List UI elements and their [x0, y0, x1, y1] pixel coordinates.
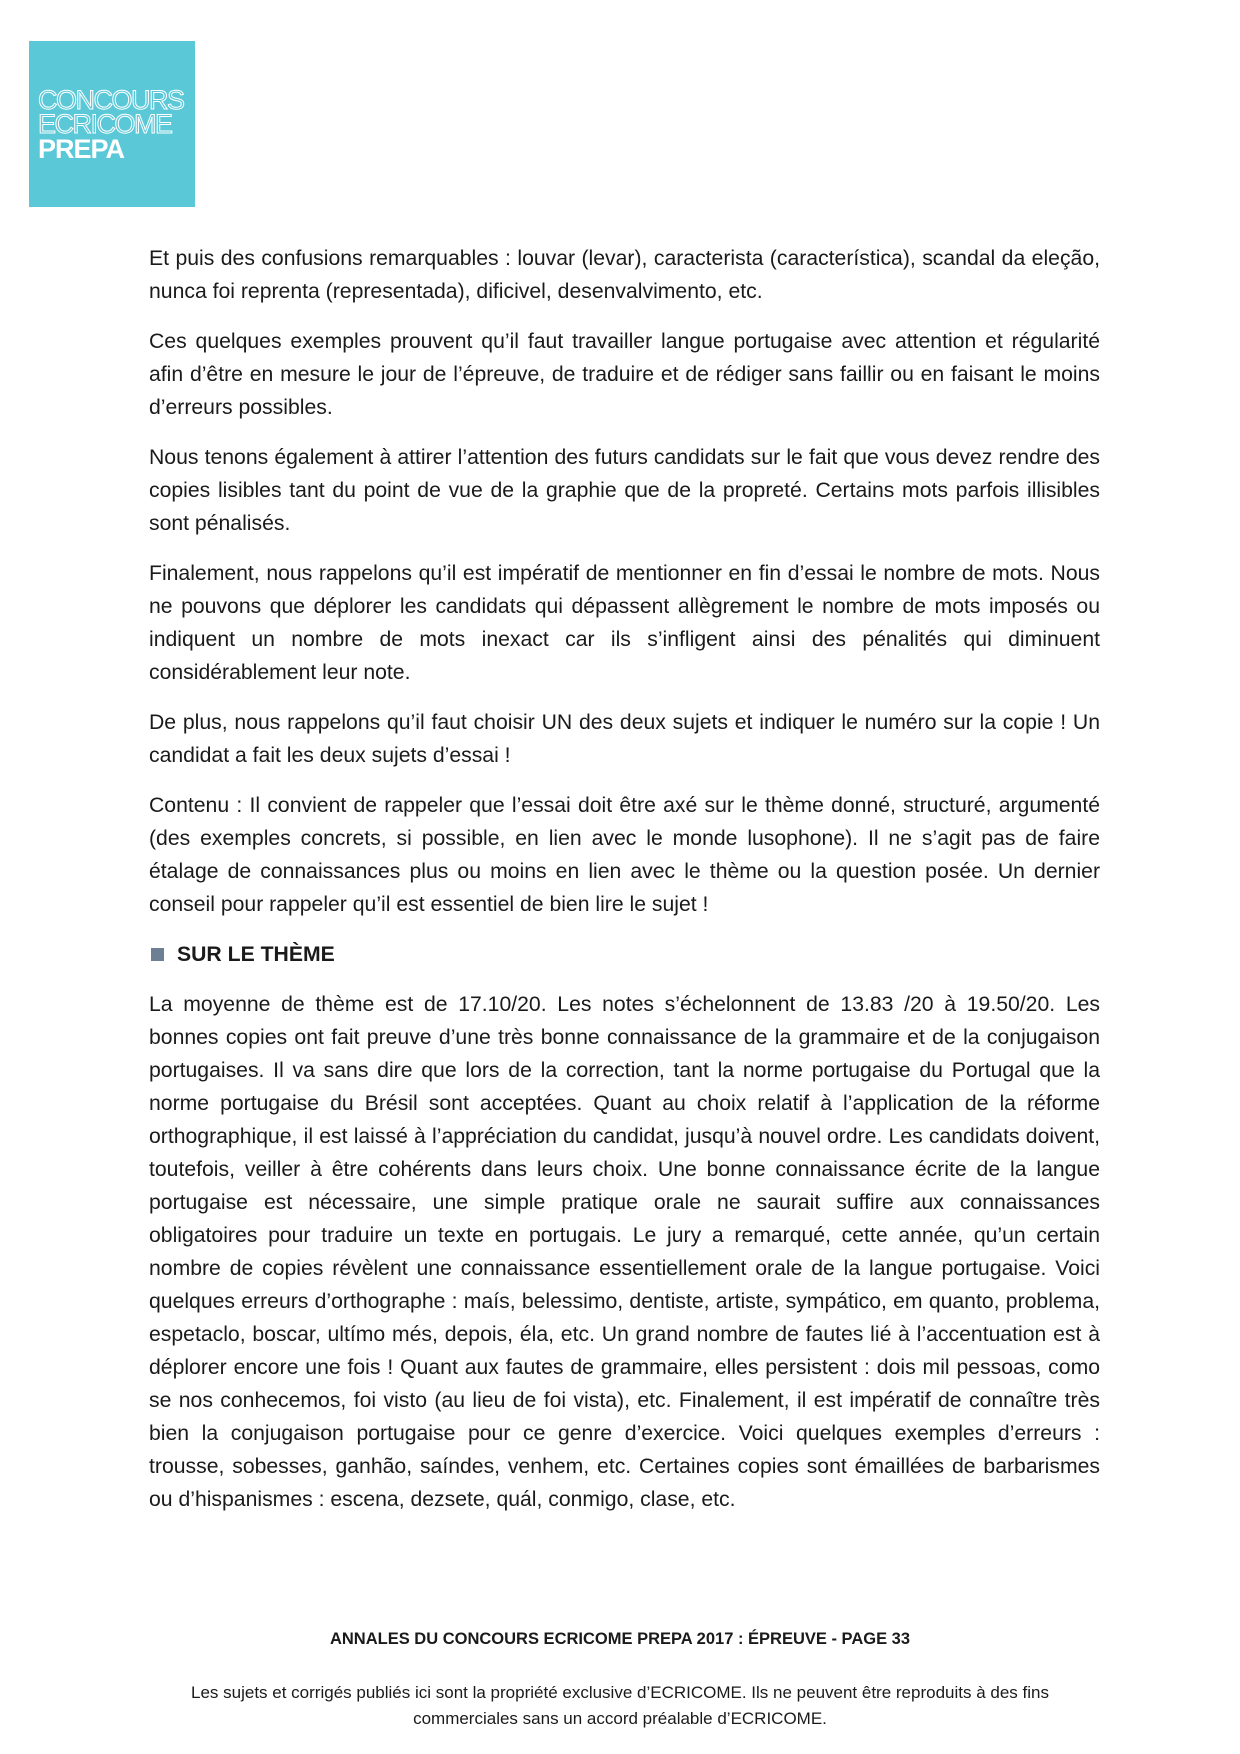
section-heading-theme — [149, 938, 1100, 971]
paragraph-choix-sujet: De plus, nous rappelons qu’il faut choisir UN des deux sujets et indiquer le numéro sur la copie ! Un candidat a fait les deux sujets d’essai ! — [149, 711, 1100, 767]
logo-line-ecricome: ECRICOME — [38, 109, 172, 139]
section-title: SUR LE THÈME — [177, 943, 335, 966]
paragraph-confusions: Et puis des confusions remarquables : louvar (levar), caracterista (característica), scandal da eleção, nunca foi reprenta (representada), dificivel, desenvalvimento, etc. — [149, 247, 1100, 303]
paragraph-exemples: Ces quelques exemples prouvent qu’il faut travailler langue portugaise avec attention et régularité afin d’être en mesure le jour de l’épreuve, de traduire et de rédiger sans faillir ou en faisant le moins d’erreurs possibles. — [149, 330, 1100, 419]
page-content — [149, 242, 1100, 1533]
footer-copyright-note: Les sujets et corrigés publiés ici sont la propriété exclusive d’ECRICOME. Ils ne peuvent être reproduits à des fins commerciales sans un accord préalable d’ECRICOME. — [191, 1683, 1049, 1728]
paragraph-contenu: Contenu : Il convient de rappeler que l’essai doit être axé sur le thème donné, structuré, argumenté (des exemples concrets, si possible, en lien avec le monde lusophone). Il ne s’agit pas de faire étalage de connaissances plus ou moins en lien avec le thème ou la question posée. Un dernier conseil pour rappeler qu’il est essentiel de bien lire le sujet ! — [149, 794, 1100, 916]
logo-line-concours: CONCOURS — [38, 85, 184, 115]
ecricome-logo — [29, 41, 195, 207]
paragraph-theme: La moyenne de thème est de 17.10/20. Les notes s’échelonnent de 13.83 /20 à 19.50/20. Les bonnes copies ont fait preuve d’une très bonne connaissance de la grammaire et de la conjugaison portugaises. Il va sans dire que lors de la correction, tant la norme portugaise du Portugal que la norme portugaise du Brésil sont acceptées. Quant au choix relatif à l’application de la réforme orthographique, il est laissé à l’appréciation du candidat, jusqu’à nouvel ordre. Les candidats doivent, toutefois, veiller à être cohérents dans leurs choix. Une bonne connaissance écrite de la langue portugaise est nécessaire, une simple pratique orale ne saurait suffire aux connaissances obligatoires pour traduire un texte en portugais. Le jury a remarqué, cette année, qu’un certain nombre de copies révèlent une connaissance essentiellement orale de la langue portugaise. Voici quelques erreurs d’orthographe : maís, belessimo, dentiste, artiste, sympático, em quanto, problema, espetaclo, boscar, ultímo més, depois, éla, etc. Un grand nombre de fautes lié à l’accentuation est à déplorer encore une fois ! Quant aux fautes de grammaire, elles persistent : dois mil pessoas, como se nos conhecemos, foi visto (au lieu de foi vista), etc. Finalement, il est impératif de connaître très bien la conjugaison portugaise pour ce genre d’exercice. Voici quelques exemples d’erreurs : trousse, sobesses, ganhão, saíndes, venhem, etc. Certaines copies sont émaillées de barbarismes ou d’hispanismes : escena, dezsete, quál, conmigo, clase, etc. — [149, 993, 1100, 1511]
paragraph-lisibilite: Nous tenons également à attirer l’attention des futurs candidats sur le fait que vous devez rendre des copies lisibles tant du point de vue de la graphie que de la propreté. Certains mots parfois illisibles sont pénalisés. — [149, 446, 1100, 535]
bullet-square-icon — [151, 948, 164, 961]
footer-page-title: ANNALES DU CONCOURS ECRICOME PREPA 2017 : ÉPREUVE - PAGE 33 — [329, 1630, 911, 1648]
paragraph-nombre-mots: Finalement, nous rappelons qu’il est impératif de mentionner en fin d’essai le nombre de mots. Nous ne pouvons que déplorer les candidats qui dépassent allègrement le nombre de mots imposés ou indiquent un nombre de mots inexact car ils s’infligent ainsi des pénalités qui diminuent considérablement leur note. — [149, 562, 1100, 684]
logo-line-prepa: PREPA — [38, 134, 125, 164]
